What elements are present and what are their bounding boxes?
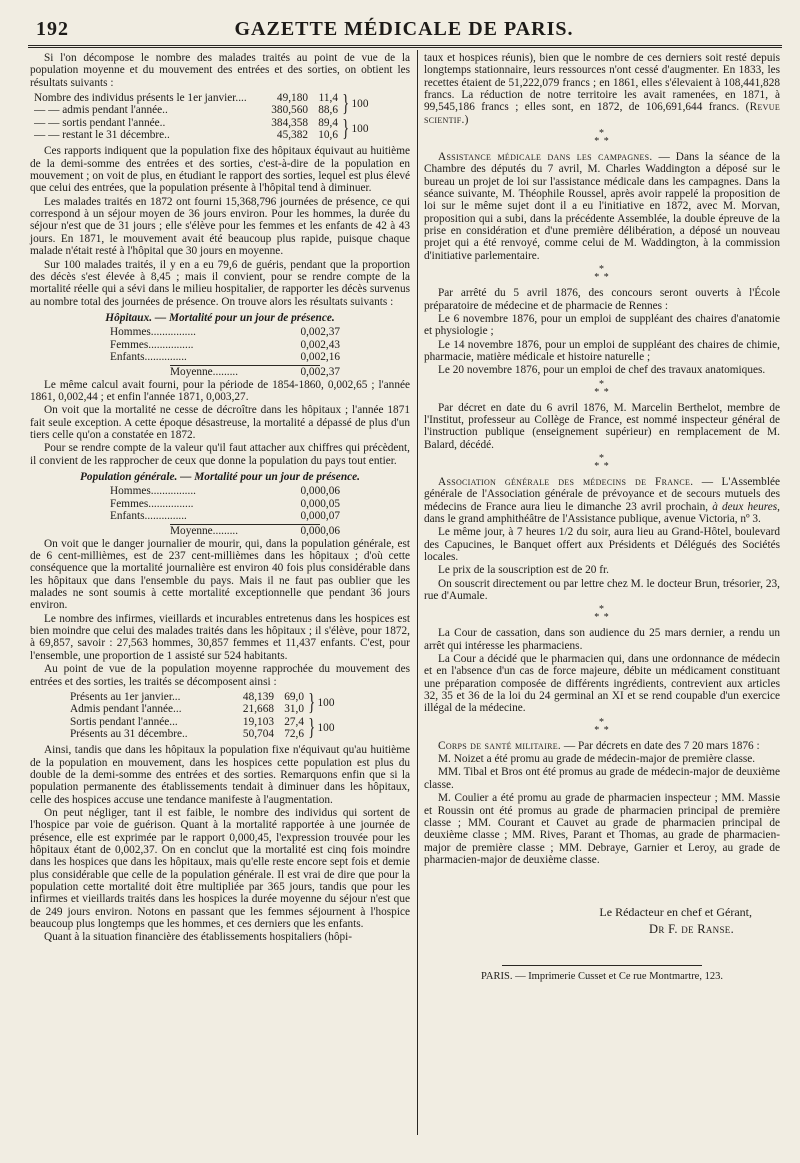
row-label: Présents au 31 décembre..	[70, 727, 188, 740]
row-pct: 72,6	[284, 727, 304, 740]
paragraph	[424, 151, 780, 262]
editor-signature	[424, 906, 780, 935]
paragraph: Le nombre des infirmes, vieillards et incurables entretenus dans les hospices est bien moindre que celui des malades traités dans les hôpitaux ; il s'élève, pour 1872, à 69,857, savoir : 27,563 hommes, 30,857 femmes et 11,437 enfants. C'est, pour l'ensemble, une proportion de 1 assisté sur 524 habitants.	[30, 612, 410, 662]
left-column	[30, 52, 410, 945]
asterism-divider: * * *	[594, 716, 610, 736]
asterism-divider: * * *	[594, 378, 610, 398]
paragraph: Le 14 novembre 1876, pour un emploi de suppléant des chaires de chimie, pharmacie, matière médicale et histoire naturelle ;	[424, 338, 780, 363]
paragraph: MM. Tibal et Bros ont été promus au grade de médecin-major de deuxième classe.	[424, 766, 780, 791]
brace-group-a	[70, 691, 410, 716]
paragraph: Par arrêté du 5 avril 1876, des concours seront ouverts à l'École préparatoire de médecine et de pharmacie de Rennes :	[424, 287, 780, 312]
general-mortality-table	[110, 485, 340, 537]
emphasis: à deux heures	[712, 500, 778, 513]
paragraph: Les malades traités en 1872 ont fourni 15,368,796 journées de présence, ce qui correspond à un séjour moyen de 36 jours environ. Pour les hommes, la durée du séjour n'est que de 31 jours ; elle s'élève pour les femmes et les enfants de 42 à 43 jours. En 1871, le mouvement avait été beaucoup plus rapide, puisque chaque malade n'était resté à l'hôpital que 30 jours en moyenne.	[30, 195, 410, 258]
row-label: Enfants...............	[110, 510, 187, 523]
table-row	[70, 728, 304, 740]
table-row	[110, 498, 340, 510]
row-pct: 88,6	[318, 104, 338, 117]
row-label: Admis pendant l'année...	[70, 703, 182, 716]
mortality-table-title: Population générale. — Mortalité pour un jour de présence.	[80, 471, 360, 483]
journal-title: GAZETTE MÉDICALE DE PARIS.	[234, 18, 574, 40]
row-pct: 31,0	[284, 703, 304, 716]
signature-title: Le Rédacteur en chef et Gérant,	[599, 905, 752, 920]
row-label: — — restant le 31 décembre..	[34, 129, 170, 142]
row-label: Hommes................	[110, 485, 196, 498]
row-label: Sortis pendant l'année...	[70, 715, 178, 728]
row-value: 0,000,05	[300, 497, 340, 510]
brace-glyph: }	[342, 91, 350, 118]
section-heading: Corps de santé militaire.	[438, 739, 562, 752]
row-label: Femmes................	[110, 338, 194, 351]
table-row	[110, 326, 340, 338]
paragraph: M. Noizet a été promu au grade de médecin-major de première classe.	[438, 753, 756, 766]
table-row	[34, 117, 338, 129]
brace-total: 100	[351, 122, 369, 135]
paragraph: Le même calcul avait fourni, pour la période de 1854-1860, 0,002,65 ; l'année 1861, 0,002,44 ; et enfin l'année 1871, 0,003,27.	[30, 378, 410, 403]
brace-group-b	[70, 716, 410, 741]
column-divider	[417, 50, 418, 1135]
signature-name: Dr F. de Ranse.	[649, 921, 734, 936]
row-label: Nombre des individus présents le 1er janvier....	[34, 92, 247, 105]
paragraph: M. Coulier a été promu au grade de pharmacien inspecteur ; MM. Massie et Roussin ont été promus au grade de pharmacien principal de première classe ; MM. Courant et Cauvet au grade de pharmacien principal de deuxième classe ; MM. Rives, Parant et Thomas, au grade de pharmacien-major de première classe ; MM. Debraye, Garnier et Leroy, au grade de pharmacien-major de deuxième classe.	[424, 792, 780, 866]
average-value: 0,002,37	[300, 366, 340, 379]
paragraph: Le 20 novembre 1876, pour un emploi de chef des travaux anatomiques.	[438, 364, 766, 377]
row-pct: 10,6	[318, 129, 338, 142]
paragraph: Si l'on décompose le nombre des malades traités au point de vue de la population moyenne et du mouvement des entrées et des sorties, on obtient les résultats suivants :	[30, 52, 410, 89]
row-label: Présents au 1er janvier...	[70, 690, 181, 703]
average-label: Moyenne.........	[170, 366, 239, 379]
paragraph: Ces rapports indiquent que la population fixe des hôpitaux équivaut au huitième de la demi-somme des entrées et des sorties, c'est-à-dire de la population en mouvement ; on voit de plus, en étudiant le rapport des sorties, lequel est plus élevé que celui des entrées, que la population présente à l'hôpital tend à diminuer.	[30, 145, 410, 195]
paragraph	[424, 476, 780, 525]
table-row	[34, 104, 338, 116]
asterism-divider: * * *	[594, 264, 610, 284]
section-heading: Association générale des médecins de France.	[438, 475, 694, 488]
paragraph-text: taux et hospices réunis), bien que le nombre de ces derniers soit resté depuis longtemps stationnaire, leurs ressources n'ont cessé d'augmenter. En 1833, les recettes étaient de 51,222,079 francs ; en 1861, elles s'élevaient à 108,441,828 francs. La réduction de notre territoire les avait ramenées, en 1871, à 99,545,186 francs ; elles sont, en 1872, de 106,691,644 francs.	[424, 52, 780, 114]
row-value: 0,000,06	[300, 485, 340, 498]
table-row	[110, 339, 340, 351]
page-header	[28, 14, 780, 42]
row-value: 0,002,16	[300, 350, 340, 363]
hospital-mortality-table	[110, 326, 340, 378]
paragraph: La Cour de cassation, dans son audience du 25 mars dernier, a rendu un arrêt qui intéresse les pharmaciens.	[424, 627, 780, 652]
paragraph: Le prix de la souscription est de 20 fr.	[438, 564, 609, 577]
header-rule	[28, 45, 782, 48]
paragraph: On peut négliger, tant il est faible, le nombre des individus qui sortent de l'hospice par voie de guérison. Quant à la mortalité rapportée à une journée de présence, elle est exprimée par le rapport 0,000,45, l'expression trouvée pour les hôpitaux étant de 0,002,37. On en conclut que la mortalité est cinq fois moindre dans les hospices que dans les hôpitaux, mais qu'elle reste encore sept fois et demie plus considérable que celle de la population générale. Il est vrai de dire que pour la population cette mortalité doit être multipliée par 365 jours, tandis que pour les infirmes et vieillards traités dans les hospices la durée moyenne du séjour n'est que de 249 jours environ. Notons en passant que les femmes séjournent à l'hospice beaucoup plus longtemps que les hommes, et ces derniers que les enfants.	[30, 806, 410, 931]
row-label: Hommes................	[110, 326, 196, 339]
brace-glyph: }	[308, 690, 316, 717]
row-count: 21,668	[242, 703, 274, 716]
average-value: 0,000,06	[300, 525, 340, 538]
paragraph: On voit que le danger journalier de mourir, qui, dans la population générale, est de 6 cent-millièmes, est de 237 cent-millièmes dans les hôpitaux ; d'où cette conséquence que la mortalité journalière est environ 40 fois plus considérable dans les hôpitaux que dans l'ensemble du pays. Mais il ne faut pas oublier que les malades ne sont soumis à cette mortalité exceptionnelle que pendant 36 jours environ.	[30, 537, 410, 612]
brace-group-b	[34, 117, 410, 142]
hospital-stats-table	[34, 92, 410, 141]
row-value: 0,002,37	[300, 326, 340, 339]
section-body: — L'Assemblée générale de l'Association générale de prévoyance et de secours mutuels des médecins de France aura lieu le dimanche 23 avril prochain,	[424, 475, 780, 513]
page-number: 192	[36, 18, 69, 40]
brace-glyph: }	[308, 714, 316, 741]
table-row	[34, 92, 338, 104]
paragraph: Sur 100 malades traités, il y en a eu 79,6 de guéris, pendant que la proportion des décès s'est élevée à 8,45 ; mais il convient, pour se rendre compte de la mortalité réelle qui a sévi dans le milieu hospitalier, de rapporter les décès survenus au nombre total des journées de présence. On trouve alors les résultats suivants :	[30, 258, 410, 308]
right-column	[424, 52, 780, 983]
paragraph	[424, 52, 780, 126]
paragraph: Par décret en date du 6 avril 1876, M. Marcelin Berthelot, membre de l'Institut, professeur au Collège de France, est nommé inspecteur général de l'instruction publique (enseignement supérieur) en remplacement de M. Balard, décédé.	[424, 401, 780, 451]
row-count: 380,560	[271, 104, 308, 117]
brace-total: 100	[317, 697, 335, 710]
table-row	[110, 510, 340, 522]
average-row	[170, 525, 340, 537]
table-row	[70, 691, 304, 703]
row-label: — — admis pendant l'année..	[34, 104, 168, 117]
asterism-divider: * * *	[594, 452, 610, 472]
asterism-divider: * * *	[594, 128, 610, 148]
row-pct: 11,4	[318, 92, 338, 105]
paragraph	[424, 740, 780, 752]
paragraph: Le 6 novembre 1876, pour un emploi de suppléant des chaires d'anatomie et physiologie ;	[424, 312, 780, 338]
row-count: 19,103	[242, 715, 274, 728]
section-body: — Dans la séance de la Chambre des députés du 7 avril, M. Charles Waddington a déposé sur le bureau un projet de loi sur l'assistance médicale dans les campagnes. Dans la séance suivante, M. Théophile Roussel, après avoir rappelé la proposition de loi sur le même sujet dont il a eu l'initiative en 1872, avec M. Morvan, proposition qui a subi, dans la précédente Assemblée, la double épreuve de la prise en considération et d'une première délibération, a déposé un nouveau projet qui a été renvoyé, comme celui de M. Waddington, à la commission d'initiative parlementaire.	[424, 151, 780, 262]
table-row	[70, 703, 304, 715]
row-pct: 27,4	[284, 715, 304, 728]
mortality-table-title: Hôpitaux. — Mortalité pour un jour de présence.	[105, 311, 335, 324]
brace-total: 100	[351, 98, 369, 111]
average-row	[170, 366, 340, 378]
row-label: Femmes................	[110, 497, 194, 510]
imprint-rule	[502, 965, 702, 966]
brace-total: 100	[317, 721, 335, 734]
row-count: 45,382	[276, 129, 308, 142]
table-row	[70, 716, 304, 728]
brace-group-a	[34, 92, 410, 117]
table-row	[110, 351, 340, 363]
brace-glyph: }	[342, 116, 350, 143]
printer-imprint: PARIS. — Imprimerie Cusset et Ce rue Montmartre, 123.	[481, 970, 723, 982]
row-count: 49,180	[276, 92, 308, 105]
table-row	[34, 129, 338, 141]
row-label: — — sortis pendant l'année..	[34, 116, 166, 129]
paragraph: Quant à la situation financière des établissements hospitaliers (hôpi-	[44, 931, 353, 944]
source-citation: (Revue scientif.)	[424, 101, 781, 126]
row-value: 0,002,43	[300, 338, 340, 351]
table-row	[110, 485, 340, 497]
paragraph: Ainsi, tandis que dans les hôpitaux la population fixe n'équivaut qu'au huitième de la population en mouvement, dans les hospices cette population est plus du double de la demi-somme des entrées et des sorties. Remarquons enfin que si la population permanente des établissements tendait à diminuer dans les hôpitaux, celle des hospices accuse une tendance manifeste à l'augmentation.	[30, 744, 410, 806]
paragraph: Le même jour, à 7 heures 1/2 du soir, aura lieu au Grand-Hôtel, boulevard des Capucines, le Banquet offert aux Présidents et Délégués des Sociétés locales.	[424, 526, 780, 563]
row-value: 0,000,07	[300, 510, 340, 523]
paragraph: Au point de vue de la population moyenne rapprochée du mouvement des entrées et des sorties, les traités se décomposent ainsi :	[30, 663, 410, 688]
row-pct: 89,4	[318, 116, 338, 129]
section-body: — Par décrets en date des 7 20 mars 1876 :	[561, 739, 760, 752]
row-count: 384,358	[271, 116, 308, 129]
asterism-divider: * * *	[594, 604, 610, 624]
section-heading: Assistance médicale dans les campagnes.	[438, 151, 653, 164]
row-label: Enfants...............	[110, 350, 187, 363]
average-label: Moyenne.........	[170, 525, 239, 538]
hospice-stats-table	[70, 691, 410, 740]
row-count: 50,704	[242, 727, 274, 740]
row-count: 48,139	[242, 690, 274, 703]
row-pct: 69,0	[284, 690, 304, 703]
paragraph: La Cour a décidé que le pharmacien qui, dans une ordonnance de médecin et en l'absence d'un cas de force majeure, débite un médicament constituant une préparation composée de différents ingrédients, contrevient aux articles 32, 35 et 36 de la loi du 24 germinal an XI et se rend coupable d'un exercice illégal de la médecine.	[424, 653, 780, 715]
paragraph: Pour se rendre compte de la valeur qu'il faut attacher aux chiffres qui précèdent, il convient de les rapprocher de ceux que donne la population du pays tout entier.	[30, 442, 410, 467]
section-body: , dans le grand amphithéâtre de l'Assistance publique, avenue Victoria, nº 3.	[424, 500, 780, 525]
paragraph: On voit que la mortalité ne cesse de décroître dans les hôpitaux ; l'année 1871 fait seule exception. A cette époque désastreuse, la mortalité a dépassé de plus d'un tiers celle qu'on a constatée en 1872.	[30, 404, 410, 441]
paragraph: On souscrit directement ou par lettre chez M. le docteur Brun, trésorier, 23, rue d'Aumale.	[424, 577, 780, 603]
